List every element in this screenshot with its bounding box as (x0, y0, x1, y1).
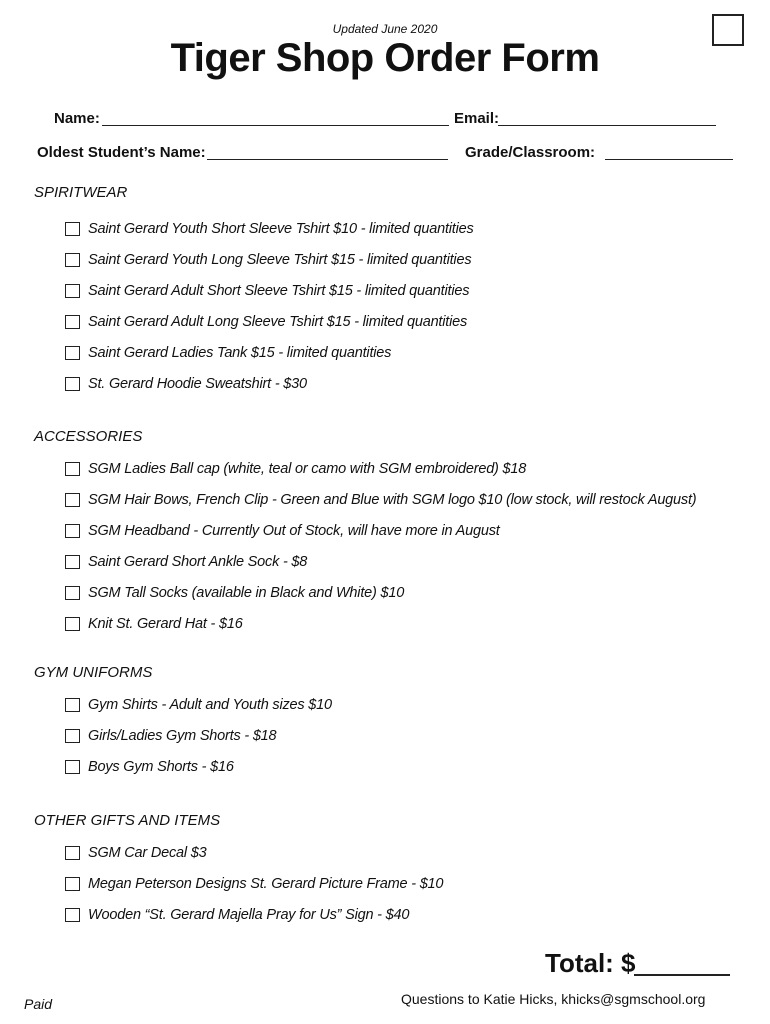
email-label: Email: (454, 110, 500, 127)
item-label: St. Gerard Hoodie Sweatshirt - $30 (88, 376, 307, 392)
item-label: Girls/Ladies Gym Shorts - $18 (88, 728, 277, 744)
contact-text: Questions to Katie Hicks, khicks@sgmschool.org (401, 991, 706, 1007)
item-label: Wooden “St. Gerard Majella Pray for Us” Sign - $40 (88, 907, 410, 923)
list-item[interactable] (65, 727, 276, 745)
list-item[interactable] (65, 313, 467, 331)
checkbox[interactable] (65, 462, 80, 476)
section-title-accessories: ACCESSORIES (34, 428, 143, 445)
list-item[interactable] (65, 906, 409, 924)
checkbox[interactable] (65, 617, 80, 631)
checkbox[interactable] (65, 493, 80, 507)
checkbox[interactable] (65, 222, 80, 236)
list-item[interactable] (65, 251, 471, 269)
item-label: Boys Gym Shorts - $16 (88, 759, 234, 775)
item-label: SGM Hair Bows, French Clip - Green and Blue with SGM logo $10 (low stock, will restock August) (88, 492, 697, 508)
checkbox[interactable] (65, 908, 80, 922)
checkbox[interactable] (65, 698, 80, 712)
item-label: SGM Car Decal $3 (88, 845, 207, 861)
list-item[interactable] (65, 696, 332, 714)
list-item[interactable] (65, 220, 474, 238)
item-label: SGM Ladies Ball cap (white, teal or camo with SGM embroidered) $18 (88, 461, 527, 477)
student-name-field[interactable] (207, 159, 448, 160)
item-label: Knit St. Gerard Hat - $16 (88, 616, 243, 632)
paid-label: Paid (24, 996, 53, 1012)
total-label: Total: $ (545, 948, 636, 978)
checkbox[interactable] (65, 253, 80, 267)
checkbox[interactable] (65, 586, 80, 600)
list-item[interactable] (65, 491, 696, 509)
updated-date: Updated June 2020 (332, 22, 438, 36)
item-label: Saint Gerard Short Ankle Sock - $8 (88, 554, 308, 570)
name-field[interactable] (102, 125, 449, 126)
list-item[interactable] (65, 282, 469, 300)
checkbox[interactable] (65, 284, 80, 298)
item-label: Saint Gerard Youth Long Sleeve Tshirt $15 - limited quantities (88, 252, 472, 268)
checkbox[interactable] (65, 346, 80, 360)
list-item[interactable] (65, 615, 243, 633)
item-label: Saint Gerard Adult Short Sleeve Tshirt $15 - limited quantities (88, 283, 470, 299)
list-item[interactable] (65, 758, 234, 776)
item-label: Saint Gerard Adult Long Sleeve Tshirt $15 - limited quantities (88, 314, 468, 330)
list-item[interactable] (65, 522, 500, 540)
item-label: SGM Headband - Currently Out of Stock, will have more in August (88, 523, 500, 539)
item-label: Saint Gerard Ladies Tank $15 - limited quantities (88, 345, 392, 361)
checkbox[interactable] (65, 877, 80, 891)
checkbox[interactable] (65, 760, 80, 774)
list-item[interactable] (65, 553, 307, 571)
page-title: Tiger Shop Order Form (170, 36, 600, 80)
item-label: Megan Peterson Designs St. Gerard Picture Frame - $10 (88, 876, 444, 892)
item-label: Saint Gerard Youth Short Sleeve Tshirt $10 - limited quantities (88, 221, 474, 237)
list-item[interactable] (65, 460, 526, 478)
section-title-gym-uniforms: GYM UNIFORMS (34, 664, 153, 681)
email-field[interactable] (498, 125, 716, 126)
checkbox[interactable] (65, 729, 80, 743)
list-item[interactable] (65, 875, 443, 893)
student-name-label: Oldest Student’s Name: (37, 144, 206, 161)
item-label: SGM Tall Socks (available in Black and White) $10 (88, 585, 405, 601)
checkbox[interactable] (65, 315, 80, 329)
total-field[interactable] (634, 974, 730, 976)
section-title-spiritwear: SPIRITWEAR (34, 184, 128, 201)
checkbox[interactable] (65, 555, 80, 569)
checkbox[interactable] (65, 846, 80, 860)
grade-field[interactable] (605, 159, 733, 160)
list-item[interactable] (65, 375, 307, 393)
checkbox[interactable] (65, 524, 80, 538)
name-label: Name: (54, 110, 100, 127)
grade-label: Grade/Classroom: (465, 144, 596, 161)
item-label: Gym Shirts - Adult and Youth sizes $10 (88, 697, 332, 713)
list-item[interactable] (65, 844, 206, 862)
checkbox[interactable] (65, 377, 80, 391)
list-item[interactable] (65, 344, 391, 362)
paid-checkbox[interactable] (712, 14, 744, 46)
list-item[interactable] (65, 584, 404, 602)
section-title-other-gifts: OTHER GIFTS AND ITEMS (34, 812, 221, 829)
